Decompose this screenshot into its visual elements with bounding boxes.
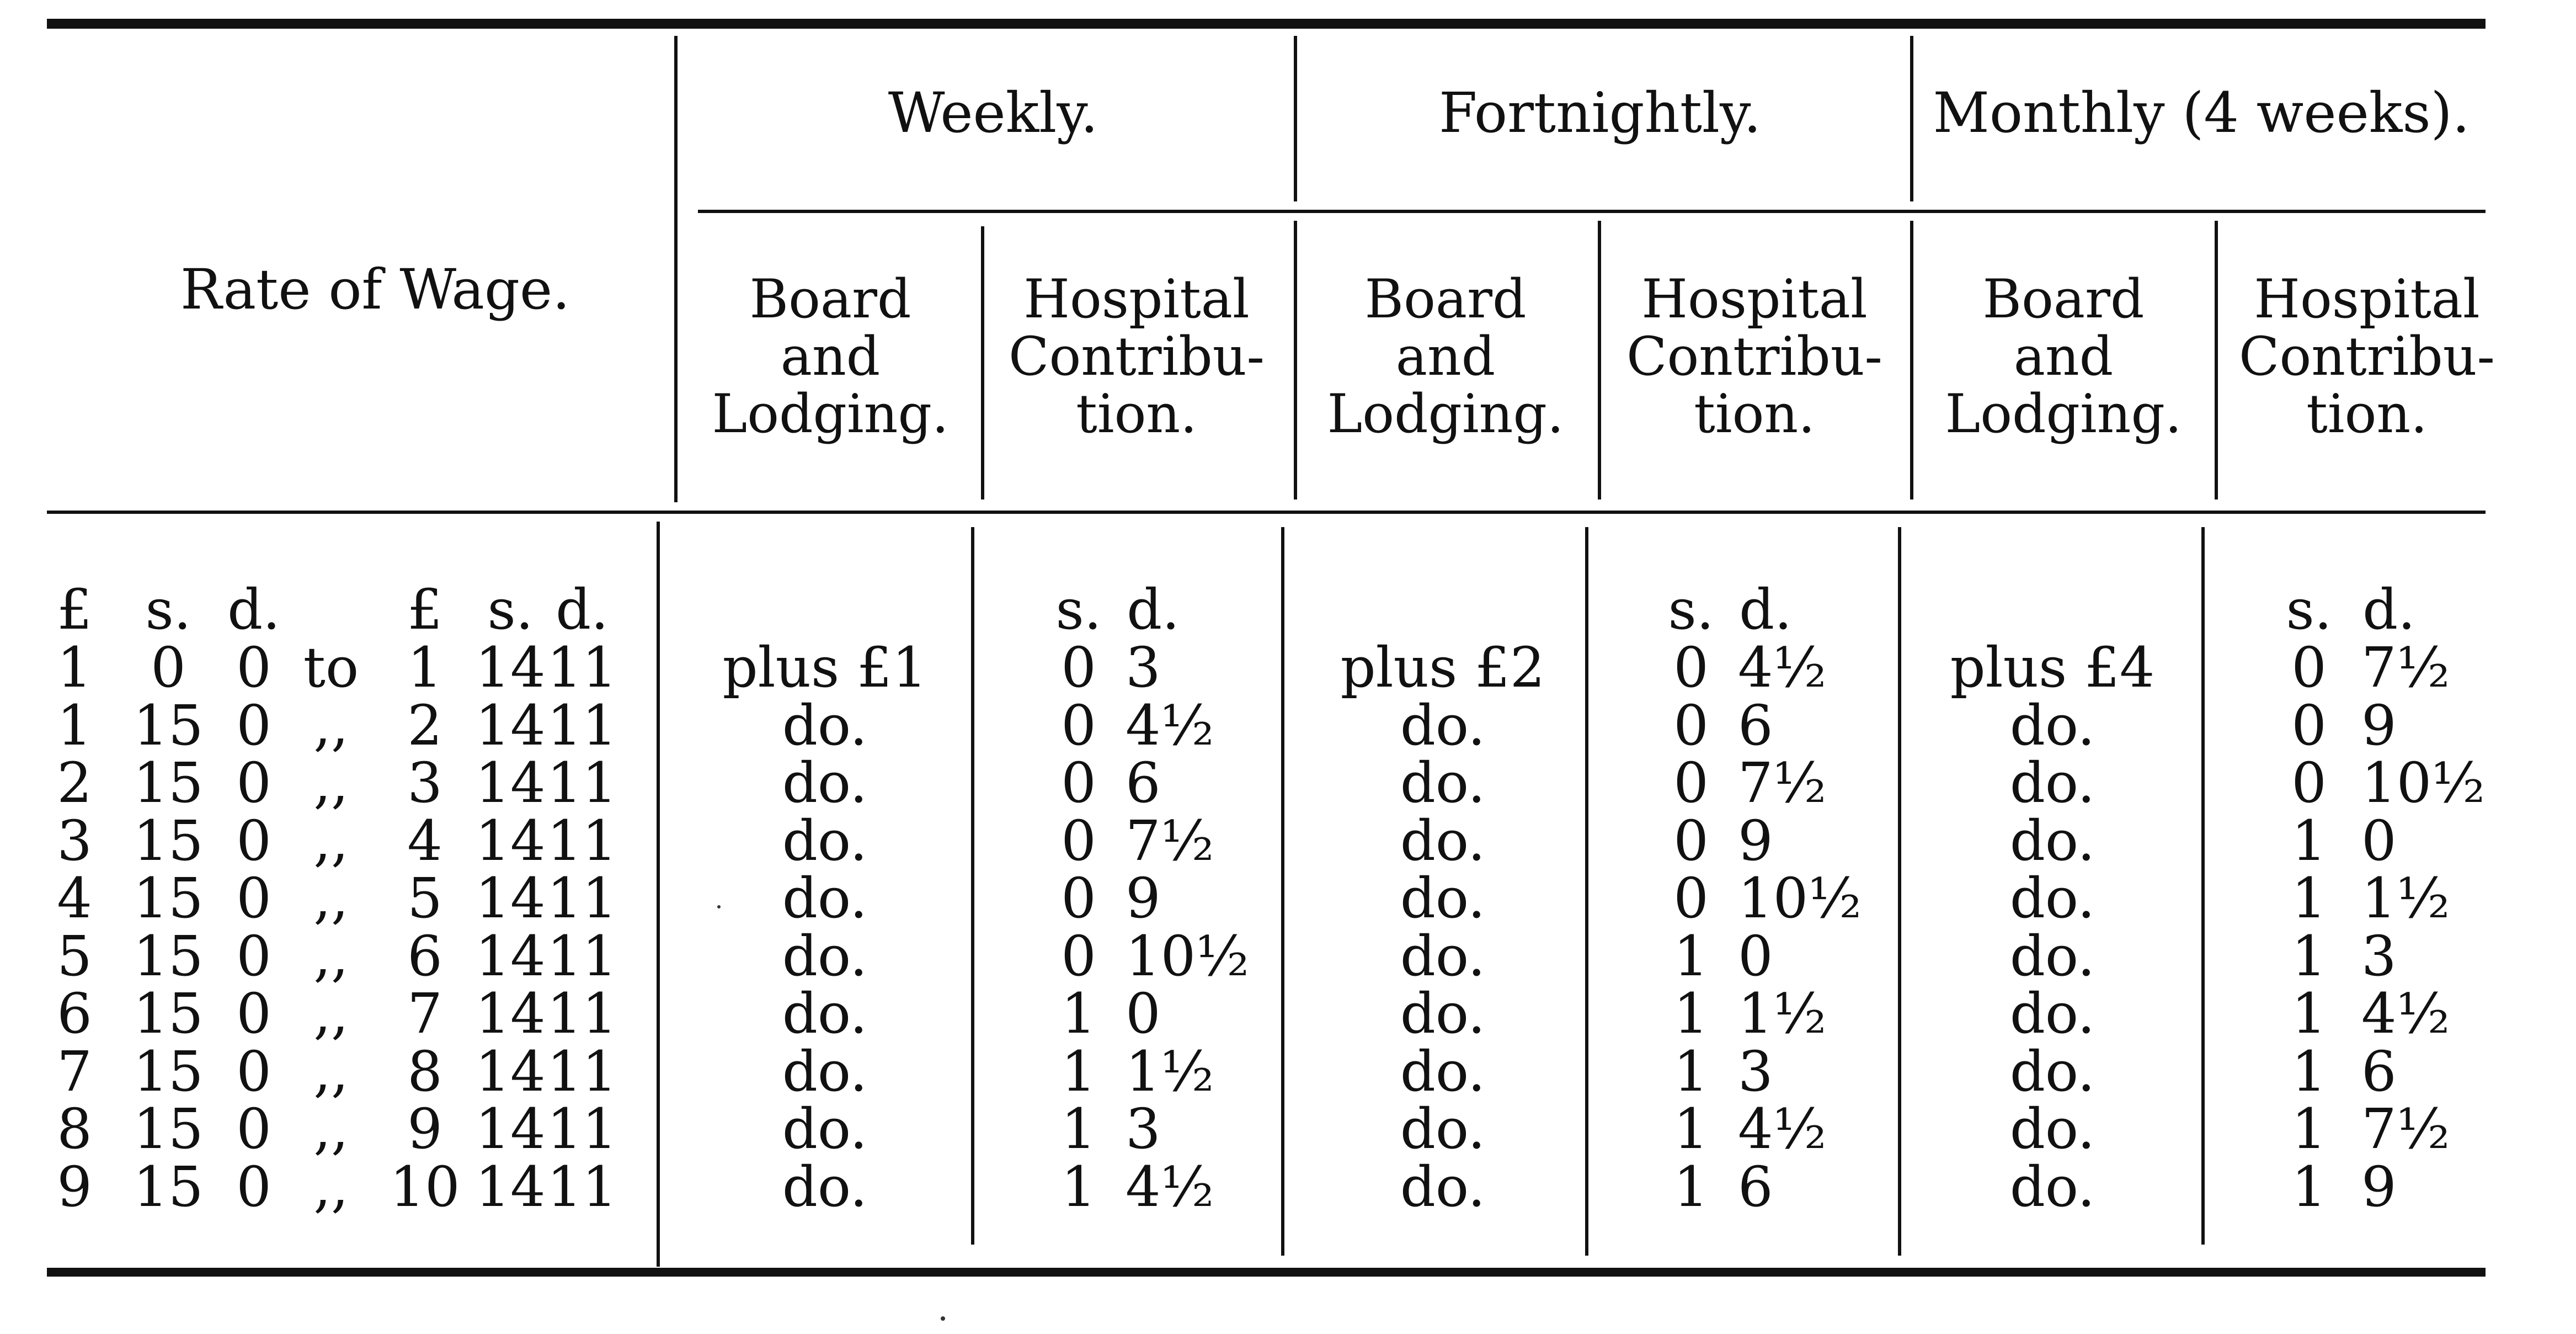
- cell-weekly-contrib-shilling: 0: [1061, 693, 1096, 758]
- cell-to-pence: 11: [547, 866, 617, 931]
- cell-weekly-contrib-shilling: 0: [1061, 635, 1096, 700]
- cell-to-separator: ,,: [313, 1155, 349, 1219]
- cell-to-pence: 11: [547, 1155, 617, 1219]
- cell-weekly-contrib-shilling: 0: [1061, 866, 1096, 931]
- cell-monthly-contrib-pence: 7½: [2361, 635, 2450, 700]
- cell-fortnightly-contrib-shilling: 0: [1673, 635, 1709, 700]
- fortnightly-monthly-divider: [1910, 36, 1913, 201]
- cell-to-pence: 11: [547, 751, 617, 815]
- cell-fortnightly-board: do.: [1400, 924, 1486, 988]
- cell-fortnightly-contrib-shilling: 1: [1673, 1039, 1709, 1104]
- cell-to-pence: 11: [547, 1097, 617, 1161]
- cell-weekly-contrib-shilling: 1: [1061, 1155, 1096, 1219]
- cell-fortnightly-contrib-pence: 1½: [1738, 981, 1827, 1046]
- unit-monthly-pence: d.: [2362, 577, 2415, 642]
- cell-fortnightly-board: do.: [1400, 981, 1486, 1046]
- cell-weekly-contrib-pence: 6: [1126, 751, 1161, 815]
- unit-to-pence: d.: [556, 577, 609, 642]
- weekly-group-header: Weekly.: [888, 81, 1098, 145]
- cell-monthly-contrib-shilling: 0: [2291, 751, 2327, 815]
- cell-weekly-contrib-shilling: 1: [1061, 981, 1096, 1046]
- cell-from-pound: 4: [57, 866, 92, 931]
- cell-from-pound: 3: [57, 809, 92, 873]
- rate-column-divider-body: [657, 522, 660, 1267]
- cell-weekly-board: do.: [782, 751, 868, 815]
- cell-from-pence: 0: [236, 866, 271, 931]
- cell-to-pound: 5: [407, 866, 442, 931]
- fortnightly-group-header: Fortnightly.: [1438, 81, 1762, 145]
- cell-monthly-contrib-pence: 10½: [2361, 751, 2486, 815]
- cell-fortnightly-contrib-shilling: 1: [1673, 1155, 1709, 1219]
- cell-monthly-board: do.: [2009, 981, 2095, 1046]
- cell-monthly-contrib-pence: 9: [2361, 693, 2397, 758]
- unit-weekly-pence: d.: [1127, 577, 1180, 642]
- weekly-hospital-header: Hospital Contribu- tion.: [1009, 268, 1265, 445]
- cell-weekly-contrib-pence: 3: [1126, 1097, 1161, 1161]
- cell-to-pence: 11: [547, 924, 617, 988]
- cell-weekly-board: do.: [782, 1097, 868, 1161]
- body-divider-2: [1281, 527, 1284, 1256]
- cell-to-shilling: 14: [475, 635, 546, 700]
- weekly-fortnightly-divider: [1294, 36, 1297, 201]
- cell-from-pence: 0: [236, 1097, 271, 1161]
- cell-weekly-contrib-pence: 3: [1126, 635, 1161, 700]
- body-divider-4: [1898, 527, 1901, 1256]
- cell-fortnightly-board: do.: [1400, 693, 1486, 758]
- unit-to-shilling: s.: [487, 577, 534, 642]
- sub-divider-3: [1598, 221, 1601, 499]
- cell-monthly-contrib-shilling: 1: [2291, 1155, 2327, 1219]
- cell-monthly-contrib-shilling: 1: [2291, 981, 2327, 1046]
- cell-from-pence: 0: [236, 1155, 271, 1219]
- cell-fortnightly-contrib-pence: 10½: [1738, 866, 1862, 931]
- cell-from-pence: 0: [236, 1039, 271, 1104]
- cell-fortnightly-board: plus £2: [1340, 635, 1545, 700]
- cell-weekly-contrib-pence: 10½: [1126, 924, 1250, 988]
- cell-fortnightly-contrib-pence: 3: [1738, 1039, 1773, 1104]
- cell-to-separator: ,,: [313, 924, 349, 988]
- cell-monthly-contrib-pence: 9: [2361, 1155, 2397, 1219]
- cell-fortnightly-board: do.: [1400, 751, 1486, 815]
- cell-fortnightly-contrib-shilling: 0: [1673, 751, 1709, 815]
- cell-from-pound: 9: [57, 1155, 92, 1219]
- cell-fortnightly-contrib-shilling: 1: [1673, 1097, 1709, 1161]
- cell-to-pound: 4: [407, 809, 442, 873]
- cell-from-shilling: 15: [133, 1155, 204, 1219]
- cell-fortnightly-contrib-shilling: 1: [1673, 924, 1709, 988]
- cell-weekly-board: do.: [782, 693, 868, 758]
- cell-fortnightly-contrib-shilling: 0: [1673, 866, 1709, 931]
- cell-to-separator: ,,: [313, 693, 349, 758]
- cell-fortnightly-contrib-pence: 4½: [1738, 1097, 1827, 1161]
- cell-weekly-contrib-pence: 7½: [1126, 809, 1214, 873]
- cell-monthly-contrib-pence: 0: [2361, 809, 2397, 873]
- cell-to-pound: 10: [390, 1155, 460, 1219]
- unit-from-shilling: s.: [145, 577, 191, 642]
- cell-from-shilling: 0: [151, 635, 186, 700]
- scan-speck: [717, 905, 721, 908]
- cell-to-separator: ,,: [313, 1039, 349, 1104]
- cell-to-separator: ,,: [313, 866, 349, 931]
- cell-from-pound: 8: [57, 1097, 92, 1161]
- cell-fortnightly-contrib-pence: 6: [1738, 693, 1773, 758]
- cell-from-shilling: 15: [133, 1039, 204, 1104]
- cell-to-shilling: 14: [475, 924, 546, 988]
- cell-monthly-contrib-pence: 6: [2361, 1039, 2397, 1104]
- rate-column-divider: [674, 36, 678, 502]
- sub-divider-2: [1294, 221, 1297, 499]
- unit-weekly-shilling: s.: [1055, 577, 1102, 642]
- sub-divider-1: [981, 226, 984, 499]
- cell-from-shilling: 15: [133, 924, 204, 988]
- cell-from-shilling: 15: [133, 809, 204, 873]
- cell-weekly-contrib-pence: 4½: [1126, 693, 1214, 758]
- cell-monthly-board: do.: [2009, 866, 2095, 931]
- cell-from-pence: 0: [236, 693, 271, 758]
- cell-from-pence: 0: [236, 751, 271, 815]
- cell-fortnightly-contrib-shilling: 1: [1673, 981, 1709, 1046]
- unit-from-pound: £: [57, 577, 92, 642]
- cell-to-pence: 11: [547, 1039, 617, 1104]
- cell-weekly-contrib-shilling: 0: [1061, 751, 1096, 815]
- cell-from-pound: 1: [57, 635, 92, 700]
- cell-to-shilling: 14: [475, 1039, 546, 1104]
- cell-monthly-contrib-shilling: 0: [2291, 693, 2327, 758]
- weekly-board-header: Board and Lodging.: [712, 268, 949, 445]
- cell-monthly-contrib-shilling: 1: [2291, 924, 2327, 988]
- cell-monthly-contrib-shilling: 1: [2291, 809, 2327, 873]
- cell-to-separator: ,,: [313, 981, 349, 1046]
- cell-to-pence: 11: [547, 693, 617, 758]
- cell-weekly-board: do.: [782, 866, 868, 931]
- bottom-rule: [47, 1268, 2486, 1277]
- cell-fortnightly-board: do.: [1400, 1155, 1486, 1219]
- cell-monthly-contrib-pence: 1½: [2361, 866, 2450, 931]
- monthly-board-header: Board and Lodging.: [1945, 268, 2182, 445]
- cell-weekly-board: plus £1: [722, 635, 927, 700]
- cell-fortnightly-board: do.: [1400, 1097, 1486, 1161]
- group-underline: [698, 210, 2486, 213]
- cell-fortnightly-contrib-pence: 9: [1738, 809, 1773, 873]
- cell-to-shilling: 14: [475, 1097, 546, 1161]
- body-divider-1: [971, 527, 974, 1245]
- cell-to-shilling: 14: [475, 809, 546, 873]
- cell-weekly-contrib-pence: 1½: [1126, 1039, 1214, 1104]
- cell-weekly-contrib-pence: 0: [1126, 981, 1161, 1046]
- cell-from-shilling: 15: [133, 751, 204, 815]
- cell-from-pence: 0: [236, 635, 271, 700]
- cell-weekly-board: do.: [782, 1039, 868, 1104]
- unit-to-pound: £: [407, 577, 442, 642]
- cell-to-pound: 7: [407, 981, 442, 1046]
- cell-fortnightly-board: do.: [1400, 809, 1486, 873]
- cell-from-pound: 2: [57, 751, 92, 815]
- cell-from-shilling: 15: [133, 1097, 204, 1161]
- cell-weekly-contrib-shilling: 1: [1061, 1039, 1096, 1104]
- cell-fortnightly-contrib-pence: 6: [1738, 1155, 1773, 1219]
- cell-weekly-board: do.: [782, 809, 868, 873]
- unit-monthly-shilling: s.: [2286, 577, 2332, 642]
- cell-fortnightly-contrib-shilling: 0: [1673, 809, 1709, 873]
- cell-monthly-board: do.: [2009, 924, 2095, 988]
- body-divider-3: [1585, 527, 1588, 1256]
- cell-to-pence: 11: [547, 981, 617, 1046]
- cell-to-pound: 2: [407, 693, 442, 758]
- cell-monthly-contrib-pence: 4½: [2361, 981, 2450, 1046]
- body-divider-5: [2201, 527, 2205, 1245]
- scan-speck: [941, 1316, 945, 1321]
- cell-fortnightly-board: do.: [1400, 866, 1486, 931]
- cell-weekly-contrib-pence: 4½: [1126, 1155, 1214, 1219]
- cell-fortnightly-contrib-pence: 4½: [1738, 635, 1827, 700]
- cell-to-pound: 8: [407, 1039, 442, 1104]
- cell-monthly-board: do.: [2009, 809, 2095, 873]
- cell-monthly-board: do.: [2009, 1097, 2095, 1161]
- cell-from-pence: 0: [236, 981, 271, 1046]
- cell-weekly-contrib-shilling: 0: [1061, 809, 1096, 873]
- monthly-hospital-header: Hospital Contribu- tion.: [2239, 268, 2495, 445]
- monthly-group-header: Monthly (4 weeks).: [1933, 81, 2470, 145]
- rate-of-wage-header: Rate of Wage.: [180, 257, 570, 322]
- sub-divider-4: [1910, 221, 1913, 499]
- cell-monthly-board: do.: [2009, 1039, 2095, 1104]
- cell-monthly-board: do.: [2009, 693, 2095, 758]
- unit-fortnightly-shilling: s.: [1668, 577, 1714, 642]
- cell-fortnightly-contrib-pence: 7½: [1738, 751, 1827, 815]
- cell-from-pound: 6: [57, 981, 92, 1046]
- cell-to-shilling: 14: [475, 1155, 546, 1219]
- cell-monthly-board: plus £4: [1950, 635, 2155, 700]
- top-rule: [47, 19, 2486, 29]
- cell-to-pence: 11: [547, 635, 617, 700]
- cell-to-pence: 11: [547, 809, 617, 873]
- cell-from-pound: 1: [57, 693, 92, 758]
- cell-to-separator: ,,: [313, 809, 349, 873]
- cell-from-shilling: 15: [133, 866, 204, 931]
- cell-from-pound: 5: [57, 924, 92, 988]
- cell-weekly-contrib-shilling: 1: [1061, 1097, 1096, 1161]
- cell-to-pound: 3: [407, 751, 442, 815]
- unit-from-pence: d.: [227, 577, 280, 642]
- fortnightly-hospital-header: Hospital Contribu- tion.: [1626, 268, 1882, 445]
- unit-fortnightly-pence: d.: [1739, 577, 1792, 642]
- header-bottom-rule: [47, 511, 2486, 514]
- cell-weekly-board: do.: [782, 1155, 868, 1219]
- cell-fortnightly-board: do.: [1400, 1039, 1486, 1104]
- cell-from-pound: 7: [57, 1039, 92, 1104]
- cell-fortnightly-contrib-shilling: 0: [1673, 693, 1709, 758]
- cell-to-separator: ,,: [313, 1097, 349, 1161]
- cell-to-shilling: 14: [475, 866, 546, 931]
- cell-to-shilling: 14: [475, 751, 546, 815]
- cell-to-pound: 9: [407, 1097, 442, 1161]
- cell-to-separator: to: [303, 635, 359, 700]
- cell-monthly-contrib-shilling: 0: [2291, 635, 2327, 700]
- fortnightly-board-header: Board and Lodging.: [1327, 268, 1564, 445]
- sub-divider-5: [2215, 221, 2218, 499]
- cell-monthly-contrib-pence: 7½: [2361, 1097, 2450, 1161]
- cell-monthly-contrib-shilling: 1: [2291, 1097, 2327, 1161]
- cell-to-separator: ,,: [313, 751, 349, 815]
- cell-from-shilling: 15: [133, 981, 204, 1046]
- cell-to-pound: 6: [407, 924, 442, 988]
- cell-monthly-contrib-pence: 3: [2361, 924, 2397, 988]
- cell-to-pound: 1: [407, 635, 442, 700]
- cell-to-shilling: 14: [475, 981, 546, 1046]
- cell-monthly-contrib-shilling: 1: [2291, 866, 2327, 931]
- cell-monthly-board: do.: [2009, 751, 2095, 815]
- cell-to-shilling: 14: [475, 693, 546, 758]
- cell-fortnightly-contrib-pence: 0: [1738, 924, 1773, 988]
- cell-weekly-board: do.: [782, 924, 868, 988]
- cell-weekly-contrib-shilling: 0: [1061, 924, 1096, 988]
- cell-monthly-board: do.: [2009, 1155, 2095, 1219]
- cell-from-pence: 0: [236, 924, 271, 988]
- cell-from-pence: 0: [236, 809, 271, 873]
- cell-weekly-contrib-pence: 9: [1126, 866, 1161, 931]
- cell-from-shilling: 15: [133, 693, 204, 758]
- cell-monthly-contrib-shilling: 1: [2291, 1039, 2327, 1104]
- cell-weekly-board: do.: [782, 981, 868, 1046]
